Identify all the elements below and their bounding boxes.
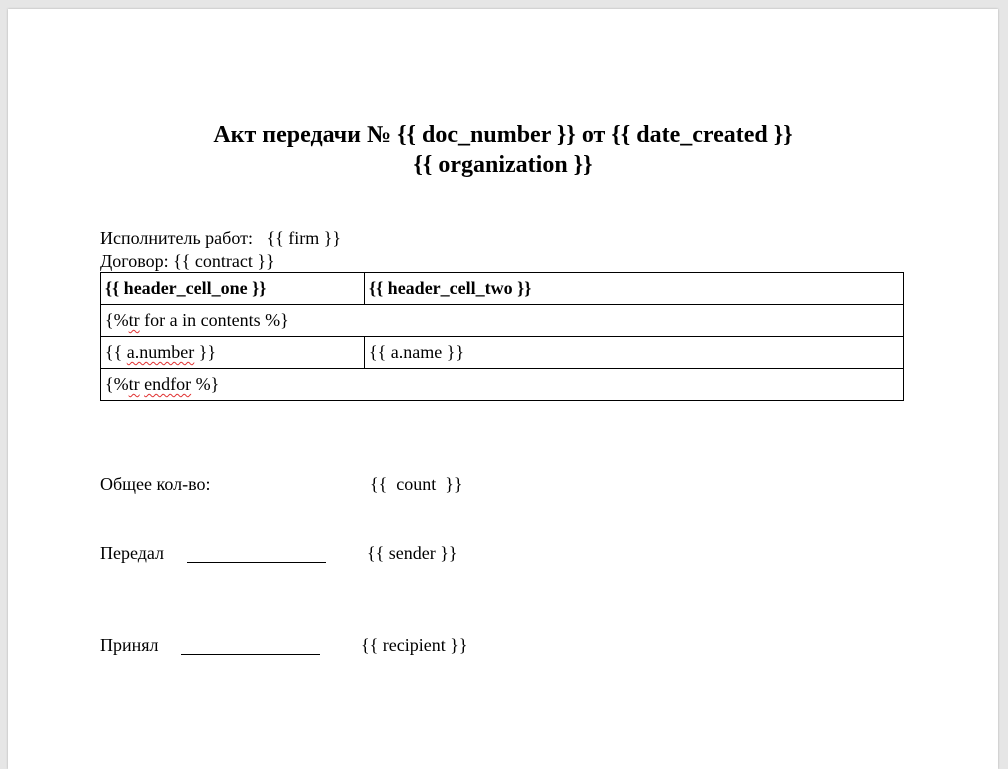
executor-value: {{ firm }}: [266, 228, 342, 248]
sender-value: {{ sender }}: [367, 543, 458, 563]
contents-table: [100, 272, 904, 401]
executor-label: Исполнитель работ:: [100, 228, 253, 248]
header-cell-one: {{ header_cell_one }}: [101, 273, 365, 305]
loop-end-suffix: %}: [191, 374, 220, 394]
row-cell-number: [101, 337, 365, 369]
loop-start-cell: [101, 305, 904, 337]
sender-label: Передал: [100, 543, 165, 563]
recipient-value: {{ recipient }}: [361, 635, 468, 655]
row-cell-number-prefix: {{: [105, 342, 127, 362]
contract-value: {{ contract }}: [173, 251, 275, 271]
recipient-label: Принял: [100, 635, 159, 655]
loop-end-word: endfor: [144, 374, 192, 394]
loop-start-rest: for a in contents %}: [139, 310, 289, 330]
table-header-row: [101, 273, 904, 305]
table-loop-end-row: [101, 369, 904, 401]
recipient-signature-line: [181, 654, 320, 655]
loop-end-prefix: {%: [105, 374, 129, 394]
loop-end-keyword: tr: [128, 374, 140, 394]
table-loop-start-row: [101, 305, 904, 337]
loop-end-cell: [101, 369, 904, 401]
total-label: Общее кол-во:: [100, 474, 211, 494]
document-title: Акт передачи № {{ doc_number }} от {{ date_created }}: [213, 122, 793, 148]
executor-line: [100, 227, 341, 249]
contract-label: Договор:: [100, 251, 169, 271]
row-cell-name: {{ a.name }}: [365, 337, 904, 369]
sender-signature-line: [187, 562, 326, 563]
document-organization: {{ organization }}: [413, 152, 593, 178]
header-cell-two: {{ header_cell_two }}: [365, 273, 904, 305]
row-cell-number-word: a.number: [126, 342, 195, 362]
row-cell-number-suffix: }}: [194, 342, 217, 362]
contract-line: [100, 250, 275, 272]
total-value: {{ count }}: [370, 474, 463, 494]
table-row: [101, 337, 904, 369]
document-page: [8, 9, 998, 769]
loop-start-prefix: {%: [105, 310, 129, 330]
loop-start-keyword: tr: [128, 310, 140, 330]
